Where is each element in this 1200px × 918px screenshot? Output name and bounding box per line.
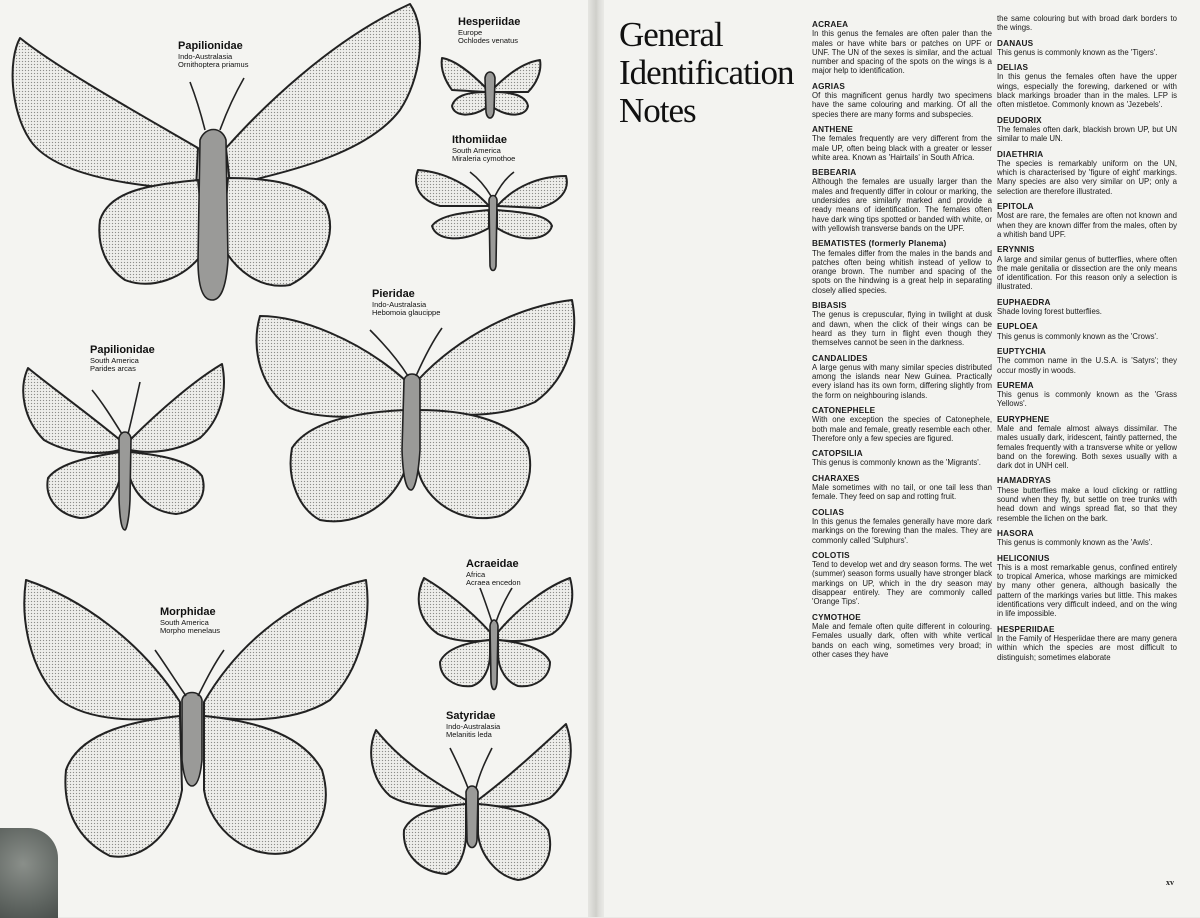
label-morphidae bbox=[160, 606, 220, 636]
note-heading: EURYPHENE bbox=[997, 414, 1050, 424]
note-heading: CANDALIDES bbox=[812, 353, 868, 363]
note-heading: CHARAXES bbox=[812, 473, 860, 483]
butterfly-ithomiidae bbox=[416, 170, 567, 271]
butterfly-papilionidae-2 bbox=[23, 364, 224, 530]
note-heading: ERYNNIS bbox=[997, 245, 1035, 255]
family-name: Hesperiidae bbox=[458, 16, 521, 28]
note-heading: DANAUS bbox=[997, 38, 1034, 48]
note-text: In this genus the females are often paler than the males or have white bars or patches on UPF or UNF. The UN of the sexes is similar, and the actual number and spacing of the spots on the wings is a major help to identification. bbox=[812, 29, 992, 76]
species-name: Ornithoptera priamus bbox=[178, 60, 249, 70]
page-number: xv bbox=[1166, 878, 1174, 887]
region-name: Indo-Australasia bbox=[446, 721, 501, 731]
note-text: Male and female often quite different in colouring. Females usually dark, often with white vertical bands on each wing, sometimes very broad; in other cases they have bbox=[812, 621, 992, 659]
note-text: Shade loving forest butterflies. bbox=[997, 307, 1102, 317]
page-title bbox=[619, 16, 794, 130]
note-heading: DIAETHRIA bbox=[997, 149, 1044, 159]
note-heading: EUREMA bbox=[997, 380, 1034, 390]
note-text: In this genus the females generally have more dark markings on the forewing than the males. They are commonly called 'Sulphurs'. bbox=[812, 516, 992, 545]
butterfly-acraeidae bbox=[419, 578, 573, 690]
family-name: Morphidae bbox=[160, 606, 216, 618]
label-pieridae bbox=[372, 288, 440, 318]
note-heading: DELIAS bbox=[997, 63, 1029, 73]
note-text: In the Family of Hesperiidae there are many genera within which the species are most difficult to distinguish; sometimes elaborate bbox=[997, 633, 1177, 662]
label-satyridae bbox=[446, 710, 500, 740]
note-heading: CATOPSILIA bbox=[812, 449, 863, 459]
note-text: the same colouring but with broad dark borders to the wings. bbox=[997, 14, 1177, 33]
note-heading: CYMOTHOE bbox=[812, 612, 861, 622]
note-heading: BEBEARIA bbox=[812, 168, 857, 178]
note-text: This genus is commonly known as the 'Migrants'. bbox=[812, 458, 981, 468]
note-text: In this genus the females often have the upper wings, especially the forewing, darkened or with black markings broader than in the males. LFP is often mistletoe. Commonly known as 'Jezebels'. bbox=[997, 72, 1177, 110]
label-hesperiidae bbox=[458, 16, 520, 46]
note-heading: AGRIAS bbox=[812, 81, 846, 91]
region-name: South America bbox=[90, 355, 139, 365]
note-heading: HASORA bbox=[997, 528, 1034, 538]
note-text: The females frequently are very different from the male UP, often being black with a greater or lesser white area. Known as 'Hairtails' in South Africa. bbox=[812, 134, 992, 162]
note-heading: EUPLOEA bbox=[997, 322, 1038, 332]
title-line-1: General bbox=[619, 15, 723, 54]
note-text: Male sometimes with no tail, or one tail less than female. They feed on sap and rotting fruit. bbox=[812, 483, 992, 502]
note-heading: HAMADRYAS bbox=[997, 476, 1051, 486]
region-name: Indo-Australasia bbox=[178, 51, 233, 61]
note-heading: ACRAEA bbox=[812, 20, 849, 29]
label-ithomiidae bbox=[452, 134, 515, 164]
region-name: South America bbox=[160, 617, 209, 627]
note-heading: EUPHAEDRA bbox=[997, 297, 1051, 307]
family-name: Acraeidae bbox=[466, 558, 519, 570]
note-text: This genus is commonly known as the 'Awls'. bbox=[997, 538, 1153, 548]
note-heading: CATONEPHELE bbox=[812, 405, 876, 415]
title-line-2: Identification bbox=[619, 53, 794, 92]
family-name: Papilionidae bbox=[90, 344, 155, 356]
family-name: Pieridae bbox=[372, 288, 415, 300]
note-heading: DEUDORIX bbox=[997, 115, 1042, 125]
butterfly-pieridae bbox=[257, 300, 575, 521]
notes-column-1 bbox=[812, 20, 992, 659]
note-text: Although the females are usually larger than the males and frequently differ in colour or marking, the undersides are similarly marked and provide a ready means of identification. The females often have dark wing tips spotted or banded with white, or with yellowish transverse bands on the UPF. bbox=[812, 177, 992, 233]
note-text: This genus is commonly known as the 'Grass Yellows'. bbox=[997, 390, 1177, 409]
note-heading: EUPTYCHIA bbox=[997, 346, 1047, 356]
butterfly-satyridae bbox=[371, 721, 571, 880]
species-name: Hebomoia glaucippe bbox=[372, 308, 441, 318]
label-acraeidae bbox=[466, 558, 521, 588]
note-text: The females differ from the males in the bands and patches often being whitish instead of yellow to orange brown. The number and spacing of the spots on the hindwing is a great help in separating closely allied species. bbox=[812, 248, 992, 295]
region-name: Indo-Australasia bbox=[372, 299, 427, 309]
species-name: Acraea encedon bbox=[466, 578, 521, 588]
species-name: Ochlodes venatus bbox=[458, 36, 519, 46]
butterfly-hesperiidae bbox=[442, 58, 541, 118]
species-name: Parides arcas bbox=[90, 364, 136, 374]
note-text: Tend to develop wet and dry season forms. The wet (summer) season forms usually have stronger black markings on UP, which in the dry season may disappear entirely. They are commonly called 'Orange Tips'. bbox=[812, 560, 992, 607]
note-heading: COLOTIS bbox=[812, 550, 850, 560]
note-text: This is a most remarkable genus, confined entirely to tropical America, whose markings are mimicked by many other genera, although basically the pattern of the markings varies but little. This makes identifications very difficult indeed, and on the wing in life impossible. bbox=[997, 562, 1177, 619]
note-text: This genus is commonly known as the 'Crows'. bbox=[997, 331, 1159, 341]
note-heading: ANTHENE bbox=[812, 124, 853, 134]
note-text: Male and female almost always dissimilar. The males usually dark, iridescent, faintly patterned, the females frequently with a transverse white or yellow band on the forewing. Both sexes usually with a dark dot in UNH cell. bbox=[997, 423, 1177, 471]
note-text: The common name in the U.S.A. is 'Satyrs'; they occur mostly in woods. bbox=[997, 356, 1177, 375]
note-heading: BEMATISTES (formerly Planema) bbox=[812, 239, 947, 249]
family-name: Papilionidae bbox=[178, 40, 243, 52]
note-text: Most are rare, the females are often not known and when they are known differ from the males, often by a whitish band UPF. bbox=[997, 211, 1177, 239]
family-name: Ithomiidae bbox=[452, 134, 508, 146]
label-papilionidae-2 bbox=[90, 344, 155, 374]
note-text: The genus is crepuscular, flying in twilight at dusk and dawn, when the click of their wings can be heard as they turn in flight even though they themselves cannot be seen in the darkness. bbox=[812, 310, 992, 348]
note-heading: EPITOLA bbox=[997, 202, 1034, 212]
note-heading: BIBASIS bbox=[812, 301, 847, 311]
species-name: Miraleria cymothoe bbox=[452, 154, 516, 164]
note-heading: HELICONIUS bbox=[997, 553, 1050, 563]
region-name: Europe bbox=[458, 27, 483, 37]
note-text: A large and similar genus of butterflies, where often the male genitalia or dissection are the only means of identification. For this reason only a selection is illustrated. bbox=[997, 254, 1177, 292]
note-heading: COLIAS bbox=[812, 507, 845, 517]
region-name: South America bbox=[452, 145, 501, 155]
notes-column-2 bbox=[997, 14, 1177, 662]
species-name: Morpho menelaus bbox=[160, 626, 221, 636]
note-text: These butterflies make a loud clicking or rattling sound when they fly, but settle on tree trunks with head down and wings spread flat, so that they resemble the lichen on the bark. bbox=[997, 485, 1177, 523]
note-text: The species is remarkably uniform on the UN, which is characterised by 'figure of eight' markings. Many species are also very similar on UP; only a selection are therefore illustrated. bbox=[997, 158, 1177, 196]
family-name: Satyridae bbox=[446, 710, 496, 722]
region-name: Africa bbox=[466, 569, 486, 579]
note-text: Of this magnificent genus hardly two specimens have the same colouring and marking. Of all the species there are many forms and subspecies. bbox=[812, 91, 992, 119]
note-text: With one exception the species of Catonephele, both male and female, greatly resemble each other. Therefore only a few species are figured. bbox=[812, 415, 992, 443]
note-text: The females often dark, blackish brown UP, but UN similar to male UN. bbox=[997, 124, 1177, 144]
title-line-3: Notes bbox=[619, 91, 696, 130]
note-heading: HESPERIIDAE bbox=[997, 624, 1055, 634]
label-papilionidae-1 bbox=[178, 40, 248, 70]
note-text: This genus is commonly known as the 'Tigers'. bbox=[997, 47, 1158, 57]
species-name: Melanitis leda bbox=[446, 730, 492, 740]
note-text: A large genus with many similar species distributed among the islands near New Guinea. Practically every island has its own form, differing slightly from the form on neighbouring islands. bbox=[812, 362, 992, 400]
